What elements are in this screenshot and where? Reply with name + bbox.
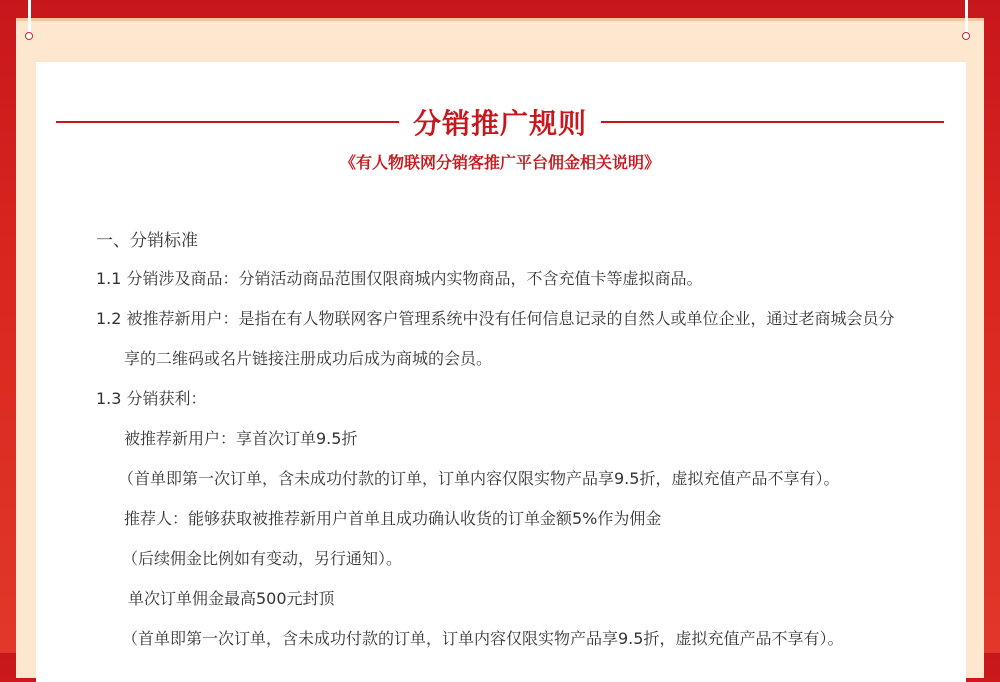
hanging-string-left [28, 0, 31, 34]
rule-item-1-3: 1.3 分销获利： [96, 389, 207, 408]
rule-item-1-1: 1.1 分销涉及商品：分销活动商品范围仅限商城内实物商品，不含充值卡等虚拟商品。 [96, 269, 703, 288]
rule-item-1-2-line1: 1.2 被推荐新用户：是指在有人物联网客户管理系统中没有任何信息记录的自然人或单位企业，通过老商城会员分 [96, 309, 895, 328]
title-divider-right [601, 121, 944, 123]
commission-note: （首单即第一次订单，含未成功付款的订单，订单内容仅限实物产品享9.5折，虚拟充值产品不享有）。 [122, 629, 844, 648]
referrer-benefit: 推荐人：能够获取被推荐新用户首单且成功确认收货的订单金额5%作为佣金 [124, 509, 662, 528]
section-title: 一、分销标准 [96, 231, 198, 251]
commission-cap: 单次订单佣金最高500元封顶 [128, 589, 335, 608]
title-row [56, 100, 944, 144]
new-user-note: （首单即第一次订单，含未成功付款的订单，订单内容仅限实物产品享9.5折，虚拟充值产品不享有）。 [118, 469, 840, 488]
hanging-string-right [965, 0, 968, 34]
page-title: 分销推广规则 [413, 107, 588, 140]
rule-item-1-2-line2: 享的二维码或名片链接注册成功后成为商城的会员。 [124, 349, 493, 368]
new-user-benefit: 被推荐新用户：享首次订单9.5折 [124, 429, 358, 448]
referrer-note: （后续佣金比例如有变动，另行通知）。 [122, 549, 403, 568]
title-divider-left [56, 121, 399, 123]
page-subtitle: 《有人物联网分销客推广平台佣金相关说明》 [339, 153, 660, 172]
